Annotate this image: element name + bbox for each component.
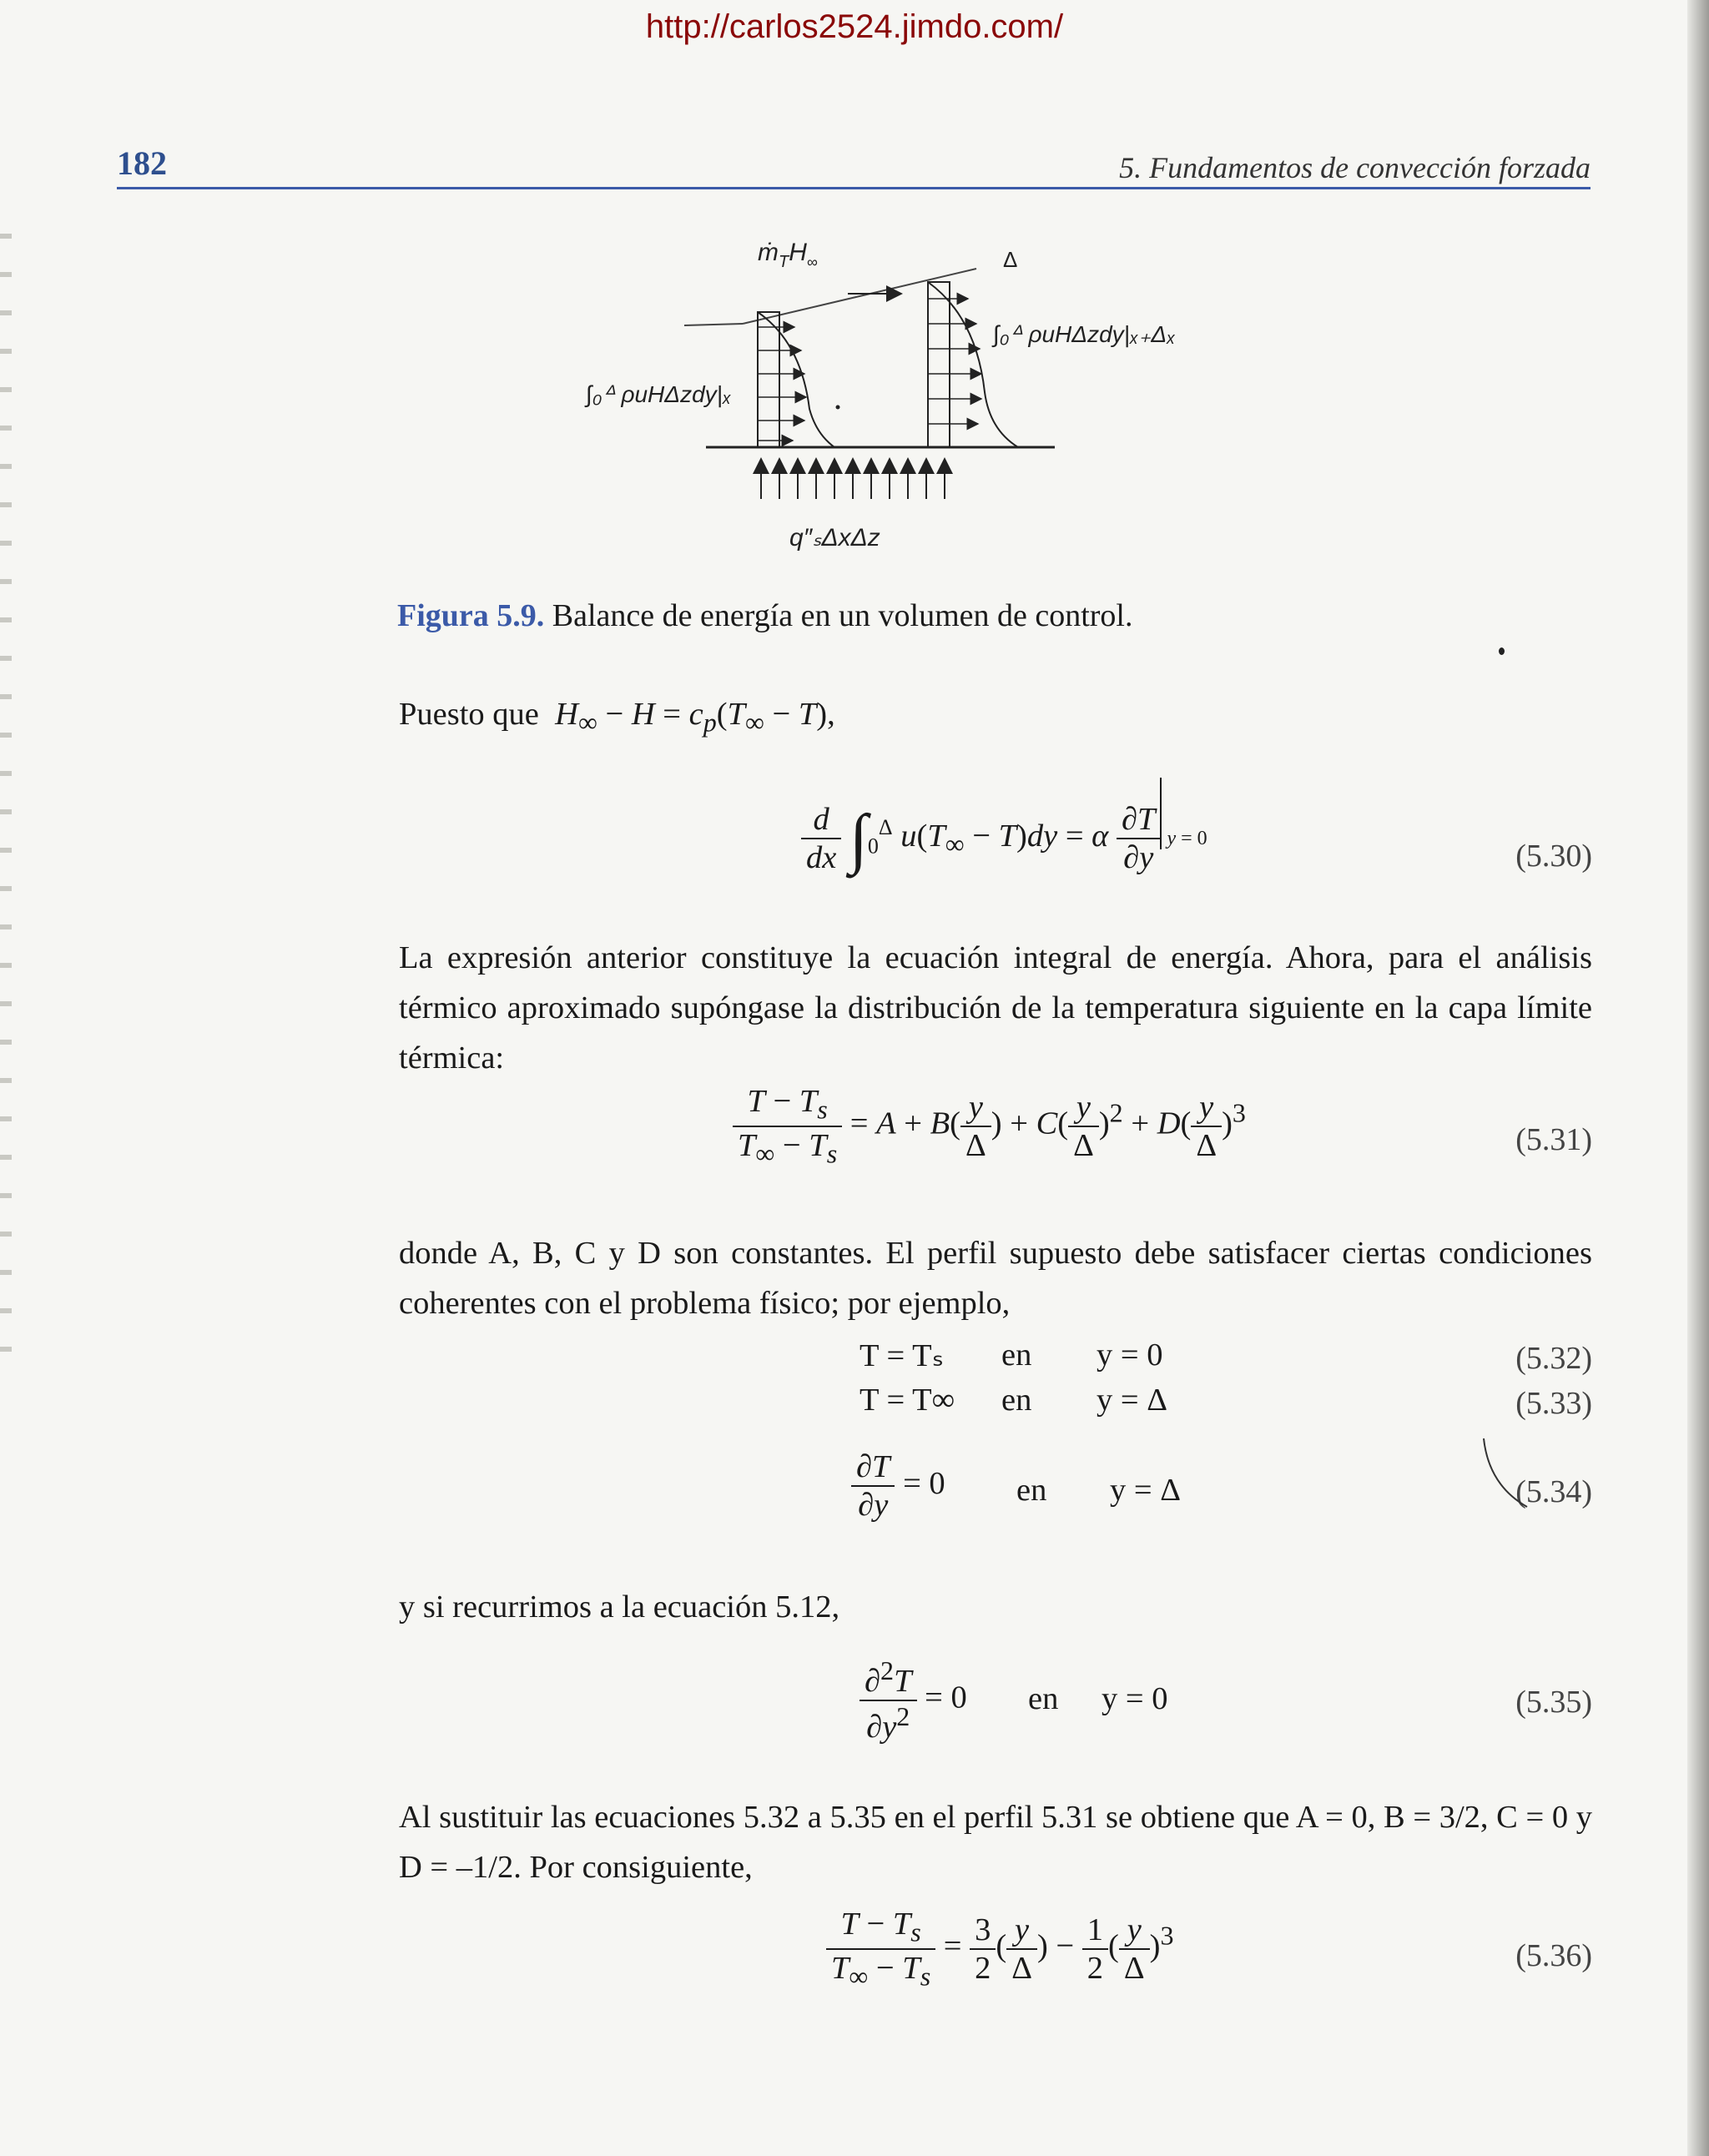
eq-number-5-33: (5.33) [1515, 1386, 1592, 1421]
condition-5-34-rhs: y = Δ [1110, 1473, 1181, 1508]
puesto-que-text: Puesto que [399, 697, 539, 732]
condition-5-33-en: en [1001, 1383, 1032, 1418]
caption-text: Balance de energía en un volumen de control. [552, 598, 1133, 633]
condition-5-32-rhs: y = 0 [1096, 1337, 1163, 1373]
eq-number-5-31: (5.31) [1515, 1122, 1592, 1157]
condition-5-33-rhs: y = Δ [1096, 1383, 1167, 1418]
condition-5-34-lhs: $\frac{\partial T}{\partial y}$ = 0 [851, 1448, 945, 1524]
equation-5-30: $\frac{d}{dx}$ $\int_0^\Delta$ $u(T_\infty - T)dy = \alpha$ $\frac{\partial T}{\partial y}$ y = 0 [801, 801, 1207, 876]
paragraph-integral-energy: La expresión anterior constituye la ecuación integral de energía. Ahora, para el análisis térmico aproximado supóngase la distribución de la temperatura siguiente en la capa límite térmica: [399, 940, 1592, 1075]
equation-5-36: $\frac{T - T_s}{T_\infty - T_s}$ = $\frac{3}{2}$ ( $\frac{y}{\Delta}$ ) − $\frac{1}{2}$ ( $\frac{y}{\Delta}$ )$^3$ [826, 1906, 1174, 1992]
pen-mark [1477, 1435, 1535, 1510]
paragraph-equation-5-12: y si recurrimos a la ecuación 5.12, [399, 1589, 840, 1625]
source-url[interactable]: http://carlos2524.jimdo.com/ [645, 8, 1064, 45]
paragraph-substitution: Al sustituir las ecuaciones 5.32 a 5.35 en el perfil 5.31 se obtiene que A = 0, B = 3/2, C = 0 y D = –1/2. Por consiguiente, [399, 1800, 1592, 1885]
eq-number-5-35: (5.35) [1515, 1685, 1592, 1720]
condition-5-35-rhs: y = 0 [1102, 1681, 1168, 1716]
label-mass-enthalpy: $ṁ_TH_\infty$ [758, 239, 818, 271]
label-heat-flux: q″ₛΔxΔz [789, 524, 880, 552]
condition-5-32-en: en [1001, 1337, 1032, 1373]
label-right-flux: ∫₀ᐞ ρuHΔzdy|ₓ₊Δₓ [993, 321, 1176, 347]
control-volume-figure [551, 225, 1235, 559]
page-number: 182 [117, 144, 167, 182]
header-rule [117, 187, 1591, 189]
page-edge-shadow [1687, 0, 1709, 2156]
scan-margin-marks [0, 200, 12, 1368]
condition-5-32-lhs: T = Tₛ [860, 1338, 944, 1373]
label-left-flux: ∫₀ᐞ ρuHΔzdy|ₓ [586, 381, 732, 407]
puesto-que-line: Puesto que $H_\infty - H = c_p(T_\infty - T)$, [399, 697, 835, 738]
equation-5-31: $\frac{T - T_s}{T_\infty - T_s}$ = A + B( $\frac{y}{\Delta}$ ) + C( $\frac{y}{\Delta}$ )$^2$ + D( $\frac{y}{\Delta}$ )$^3$ [733, 1083, 1246, 1169]
stray-dot [1499, 647, 1505, 655]
caption-label: Figura 5.9. [397, 598, 545, 633]
condition-5-33-lhs: T = T∞ [860, 1383, 955, 1418]
condition-5-35-en: en [1028, 1681, 1059, 1716]
condition-5-35-lhs: $\frac{\partial^2T}{\partial y^2}$ = 0 [860, 1655, 967, 1745]
eq-number-5-32: (5.32) [1515, 1341, 1592, 1376]
eq-number-5-36: (5.36) [1515, 1938, 1592, 1973]
eq-number-5-34: (5.34) [1515, 1474, 1592, 1509]
eq-number-5-30: (5.30) [1515, 839, 1592, 874]
figure-caption [397, 597, 1133, 634]
paragraph-constants: donde A, B, C y D son constantes. El perfil supuesto debe satisfacer ciertas condiciones coherentes con el problema físico; por ejemplo, [399, 1236, 1592, 1321]
condition-5-34-en: en [1016, 1473, 1047, 1508]
chapter-title: 5. Fundamentos de convección forzada [1119, 151, 1591, 184]
label-delta: Δ [1003, 247, 1018, 272]
